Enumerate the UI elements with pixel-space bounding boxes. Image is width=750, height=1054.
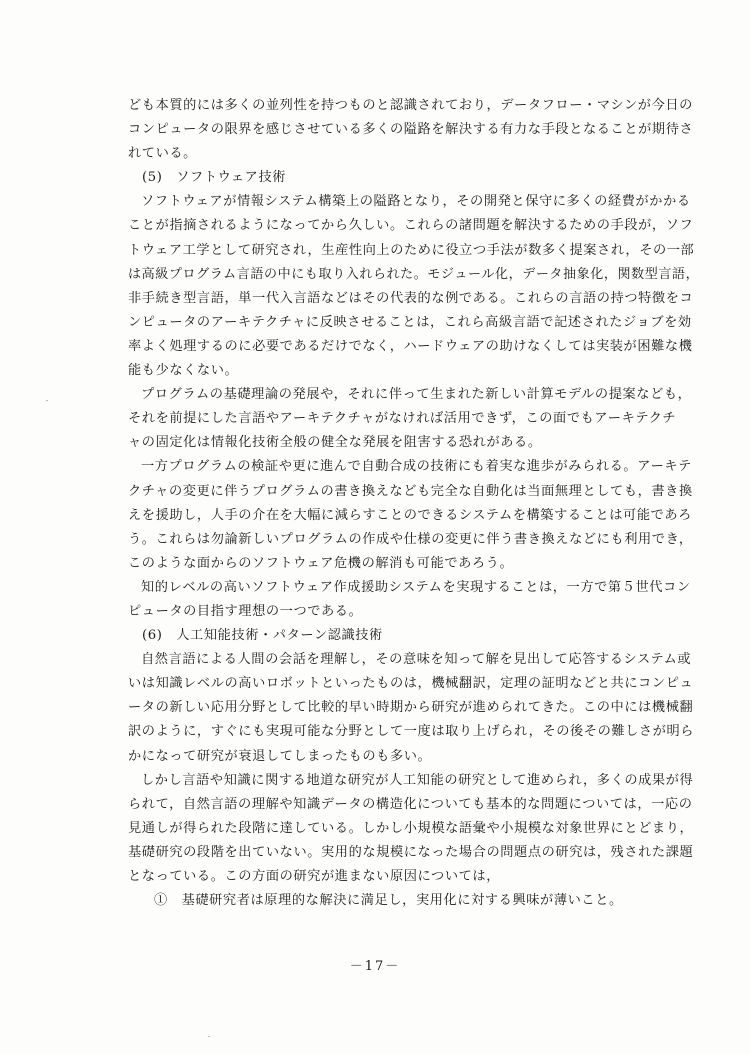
paragraph-start: しかし言語や知識に関する地道な研究が人工知能の研究として進められ，多くの成果が得	[141, 772, 694, 788]
text-line: ども本質的には多くの並列性を持つものと認識されており，データフロー・マシンが今日の	[128, 98, 693, 113]
paragraph-start: 一方プログラムの検証や更に進んで自動合成の技術にも着実な進歩がみられる。アーキテ	[141, 459, 692, 475]
text-line: られて，自然言語の理解や知識データの構造化についても基本的な問題については，一応の	[128, 796, 693, 812]
list-item: ① 基礎研究者は原理的な解決に満足し，実用化に対する興味が薄いこと。	[154, 893, 623, 909]
text-line: いは知識レベルの高いロボットといったものは，機械翻訳，定理の証明などと共にコンピュ	[128, 676, 694, 692]
section-heading-ai: (6) 人工知能技術・パターン認識技術	[142, 628, 383, 644]
paragraph-start: ソフトウェアが情報システム構築上の隘路となり，その開発と保守に多くの経費がかかる	[141, 194, 691, 210]
text-line: このような面からのソフトウェア危機の解消も可能であろう。	[128, 555, 514, 571]
text-line: トウェア工学として研究され，生産性向上のために役立つ手法が数多く提案され，その一部	[128, 242, 695, 258]
text-line: 能も少なくない。	[128, 363, 239, 379]
text-line: ピュータの目指す理想の一つである。	[128, 603, 363, 619]
text-line: 非手続き型言語，単一代入言語などはその代表的な例である。これらの言語の持つ特徴をコ	[128, 290, 694, 306]
text-line: ンピュータのアーキテクチャに反映させることは，これら高級言語で記述されたジョブを効	[128, 314, 692, 330]
body-text	[128, 94, 698, 913]
text-line: 見通しが得られた段階に達している。しかし小規模な語彙や小規模な対象世界にとどまり，	[128, 820, 694, 836]
paragraph-start: プログラムの基礎理論の発展や，それに伴って生まれた新しい計算モデルの提案なども，	[141, 387, 692, 403]
scan-speck	[46, 400, 48, 401]
page-number: －17－	[349, 959, 401, 974]
text-line: ータの新しい応用分野として比較的早い時期から研究が進められてきた。この中には機械翻	[128, 700, 694, 716]
text-line: クチャの変更に伴うプログラムの書き換えなども完全な自動化は当面無理としても，書き換	[128, 483, 693, 499]
text-line: それを前提にした言語やアーキテクチャがなければ活用できず，この面でもアーキテクチ	[128, 411, 677, 427]
paragraph-start: 知的レベルの高いソフトウェア作成援助システムを実現することは，一方で第５世代コン	[141, 579, 691, 595]
paragraph-start: 自然言語による人間の会話を理解し，その意味を知って解を見出して応答するシステム或	[141, 652, 692, 668]
text-line: は高級プログラム言語の中にも取り入れられた。モジュール化，データ抽象化，関数型言語，	[128, 266, 700, 282]
scan-speck	[208, 1036, 210, 1037]
text-line: 訳のように，すぐにも実現可能な分野として一度は取り上げられ，その後その難しさが明ら	[128, 724, 695, 740]
text-line: かになって研究が衰退してしまったものも多い。	[128, 748, 432, 764]
text-line: ャの固定化は情報化技術全般の健全な発展を阻害する恐れがある。	[128, 435, 542, 451]
text-line: コンピュータの限界を感じさせている多くの隘路を解決する有力な手段となることが期待さ	[128, 122, 694, 138]
text-line: 基礎研究の段階を出ていない。実用的な規模になった場合の問題点の研究は，残された課題	[128, 844, 694, 860]
text-line: う。これらは勿論新しいプログラムの作成や仕様の変更に伴う書き換えなどにも利用でき，	[128, 531, 693, 547]
section-heading-software: (5) ソフトウェア技術	[142, 170, 287, 186]
text-line: えを援助し，人手の介在を大幅に減らすことのできるシステムを構築することは可能であろ	[128, 507, 692, 523]
text-line: れている。	[128, 146, 197, 162]
text-line: ことが指摘されるようになってから久しい。これらの諸問題を解決するための手段が，ソフ	[128, 218, 694, 234]
text-line: 率よく処理するのに必要であるだけでなく，ハードウェアの助けなくしては実装が困難な機	[128, 338, 693, 354]
text-line: となっている。この方面の研究が進まない原因については，	[128, 869, 500, 884]
